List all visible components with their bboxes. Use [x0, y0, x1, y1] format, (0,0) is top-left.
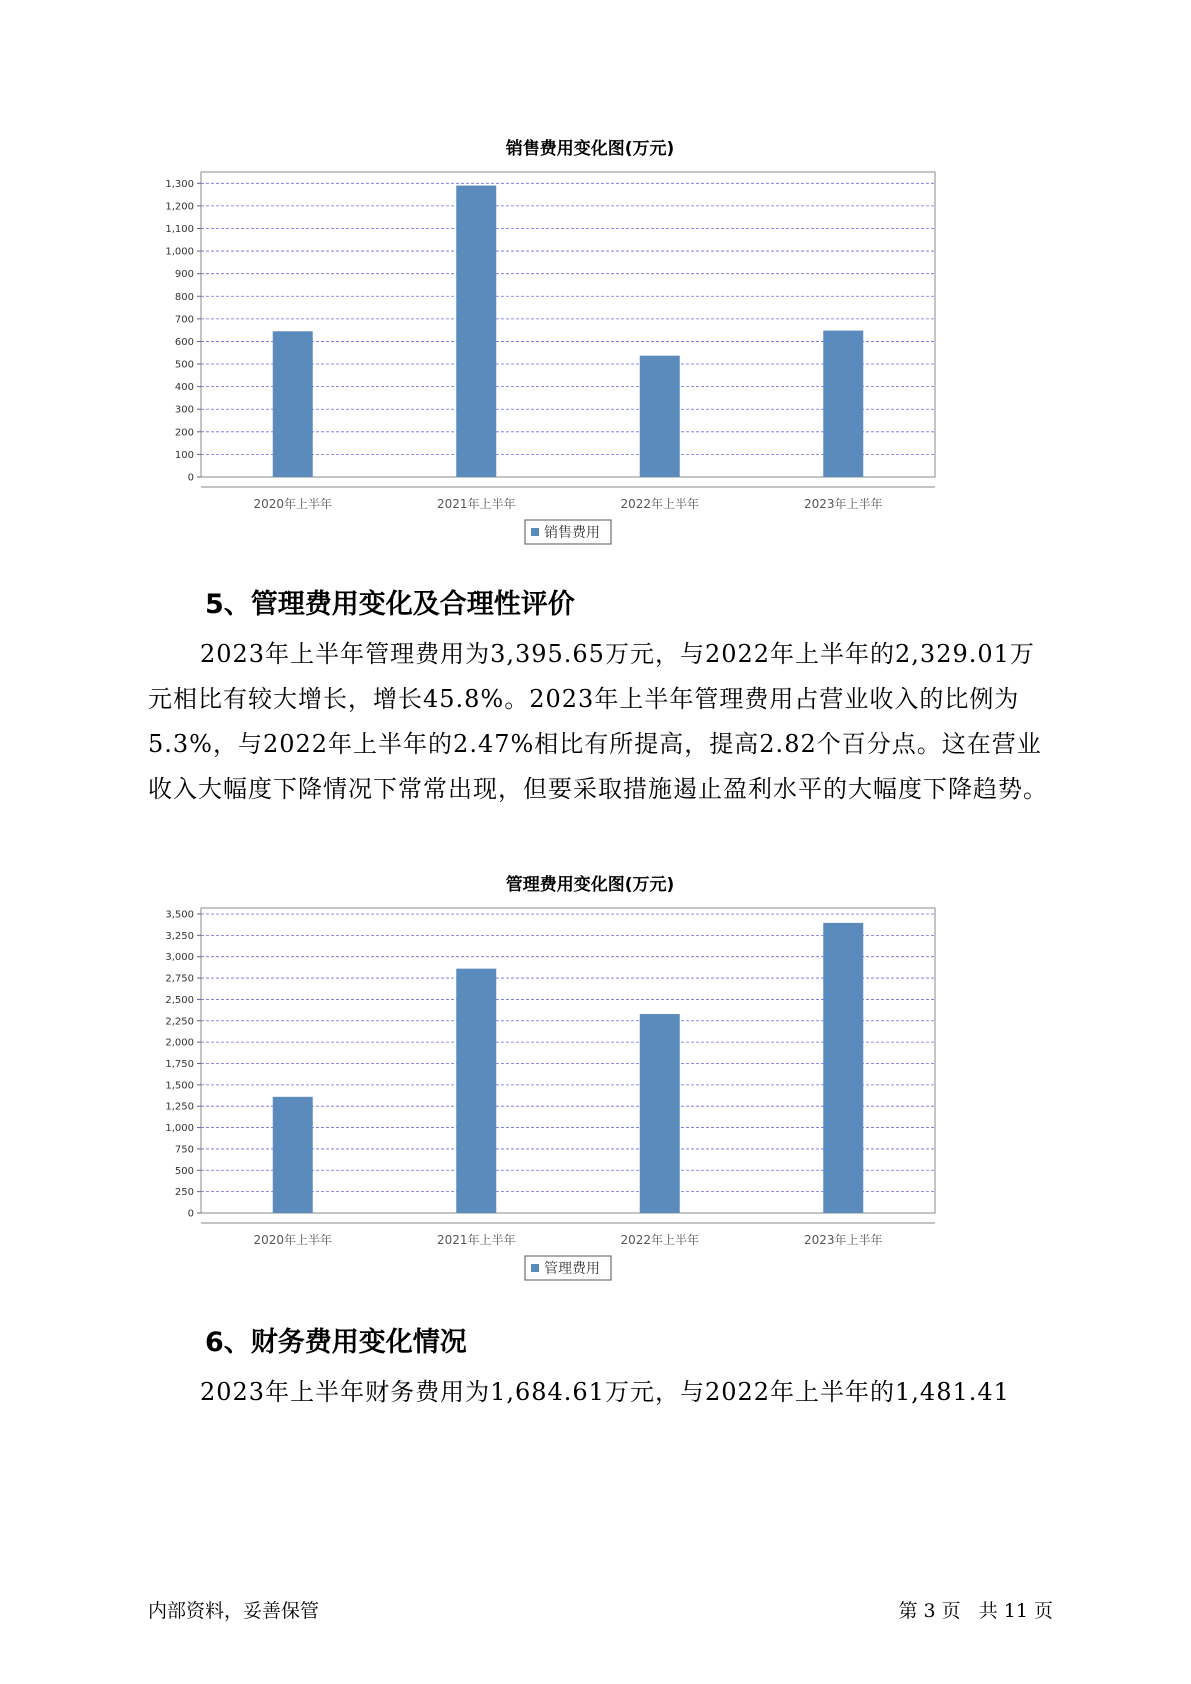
- bar: [456, 186, 496, 477]
- section5-paragraph: 2023年上半年管理费用为3,395.65万元，与2022年上半年的2,329.01万元相比有较大增长，增长45.8%。2023年上半年管理费用占营业收入的比例为5.3%，与2022年上半年的2.47%相比有所提高，提高2.82个百分点。这在营业收入大幅度下降情况下常常出现，但要采取措施遏止盈利水平的大幅度下降趋势。: [148, 640, 1048, 803]
- y-tick-label: 200: [174, 427, 194, 439]
- bar: [456, 969, 496, 1213]
- y-tick-label: 500: [174, 359, 194, 371]
- y-tick-label: 900: [174, 269, 194, 281]
- chart-title: 销售费用变化图(万元): [505, 139, 675, 159]
- admin-expense-chart: [140, 866, 1040, 1286]
- y-tick-label: 1,200: [165, 201, 194, 213]
- y-tick-label: 1,000: [165, 246, 194, 258]
- legend: [525, 1256, 611, 1280]
- x-tick-label: 2020年上半年: [253, 497, 333, 511]
- y-tick-label: 0: [187, 472, 194, 484]
- y-tick-label: 750: [174, 1144, 194, 1156]
- bar: [640, 1014, 680, 1213]
- y-tick-label: 2,000: [165, 1037, 194, 1049]
- y-tick-label: 2,750: [165, 973, 194, 985]
- sales-expense-chart: [140, 130, 1040, 550]
- x-tick-label: 2022年上半年: [620, 1233, 700, 1247]
- footer-page-number: 第 3 页 共 11 页: [898, 1600, 1053, 1622]
- admin-expense-chart-svg: [140, 896, 1040, 1296]
- y-tick-label: 2,500: [165, 994, 194, 1006]
- y-tick-label: 100: [174, 449, 194, 461]
- y-tick-label: 250: [174, 1187, 194, 1199]
- y-tick-label: 0: [187, 1208, 194, 1220]
- y-tick-label: 1,300: [165, 178, 194, 190]
- bar: [273, 1097, 313, 1213]
- bar: [823, 331, 863, 477]
- y-tick-label: 1,750: [165, 1058, 194, 1070]
- y-tick-label: 1,250: [165, 1101, 194, 1113]
- y-tick-label: 500: [174, 1165, 194, 1177]
- y-tick-label: 800: [174, 291, 194, 303]
- x-tick-label: 2023年上半年: [803, 1233, 883, 1247]
- legend-swatch: [531, 1264, 539, 1272]
- y-tick-label: 600: [174, 336, 194, 348]
- sales-expense-chart-svg: [140, 160, 1040, 560]
- legend: [525, 520, 611, 544]
- footer-confidential: 内部资料，妥善保管: [148, 1600, 320, 1622]
- chart-title: 管理费用变化图(万元): [505, 875, 675, 895]
- section5-heading: 5、管理费用变化及合理性评价: [205, 589, 575, 620]
- bar: [640, 356, 680, 477]
- legend-swatch: [531, 528, 539, 536]
- bar: [823, 923, 863, 1213]
- x-tick-label: 2022年上半年: [620, 497, 700, 511]
- legend-label: 管理费用: [544, 1261, 600, 1277]
- legend-label: 销售费用: [544, 525, 600, 541]
- section6-heading: 6、财务费用变化情况: [205, 1327, 467, 1358]
- x-tick-label: 2023年上半年: [803, 497, 883, 511]
- y-tick-label: 400: [174, 382, 194, 394]
- y-tick-label: 700: [174, 314, 194, 326]
- y-tick-label: 300: [174, 404, 194, 416]
- section6-paragraph: 2023年上半年财务费用为1,684.61万元，与2022年上半年的1,481.41: [200, 1378, 1010, 1406]
- y-tick-label: 3,500: [165, 909, 194, 921]
- y-tick-label: 3,250: [165, 930, 194, 942]
- y-tick-label: 1,100: [165, 223, 194, 235]
- x-tick-label: 2021年上半年: [436, 1233, 516, 1247]
- y-tick-label: 1,000: [165, 1123, 194, 1135]
- bar: [273, 331, 313, 477]
- y-tick-label: 2,250: [165, 1016, 194, 1028]
- y-tick-label: 1,500: [165, 1080, 194, 1092]
- x-tick-label: 2021年上半年: [436, 497, 516, 511]
- x-tick-label: 2020年上半年: [253, 1233, 333, 1247]
- y-tick-label: 3,000: [165, 952, 194, 964]
